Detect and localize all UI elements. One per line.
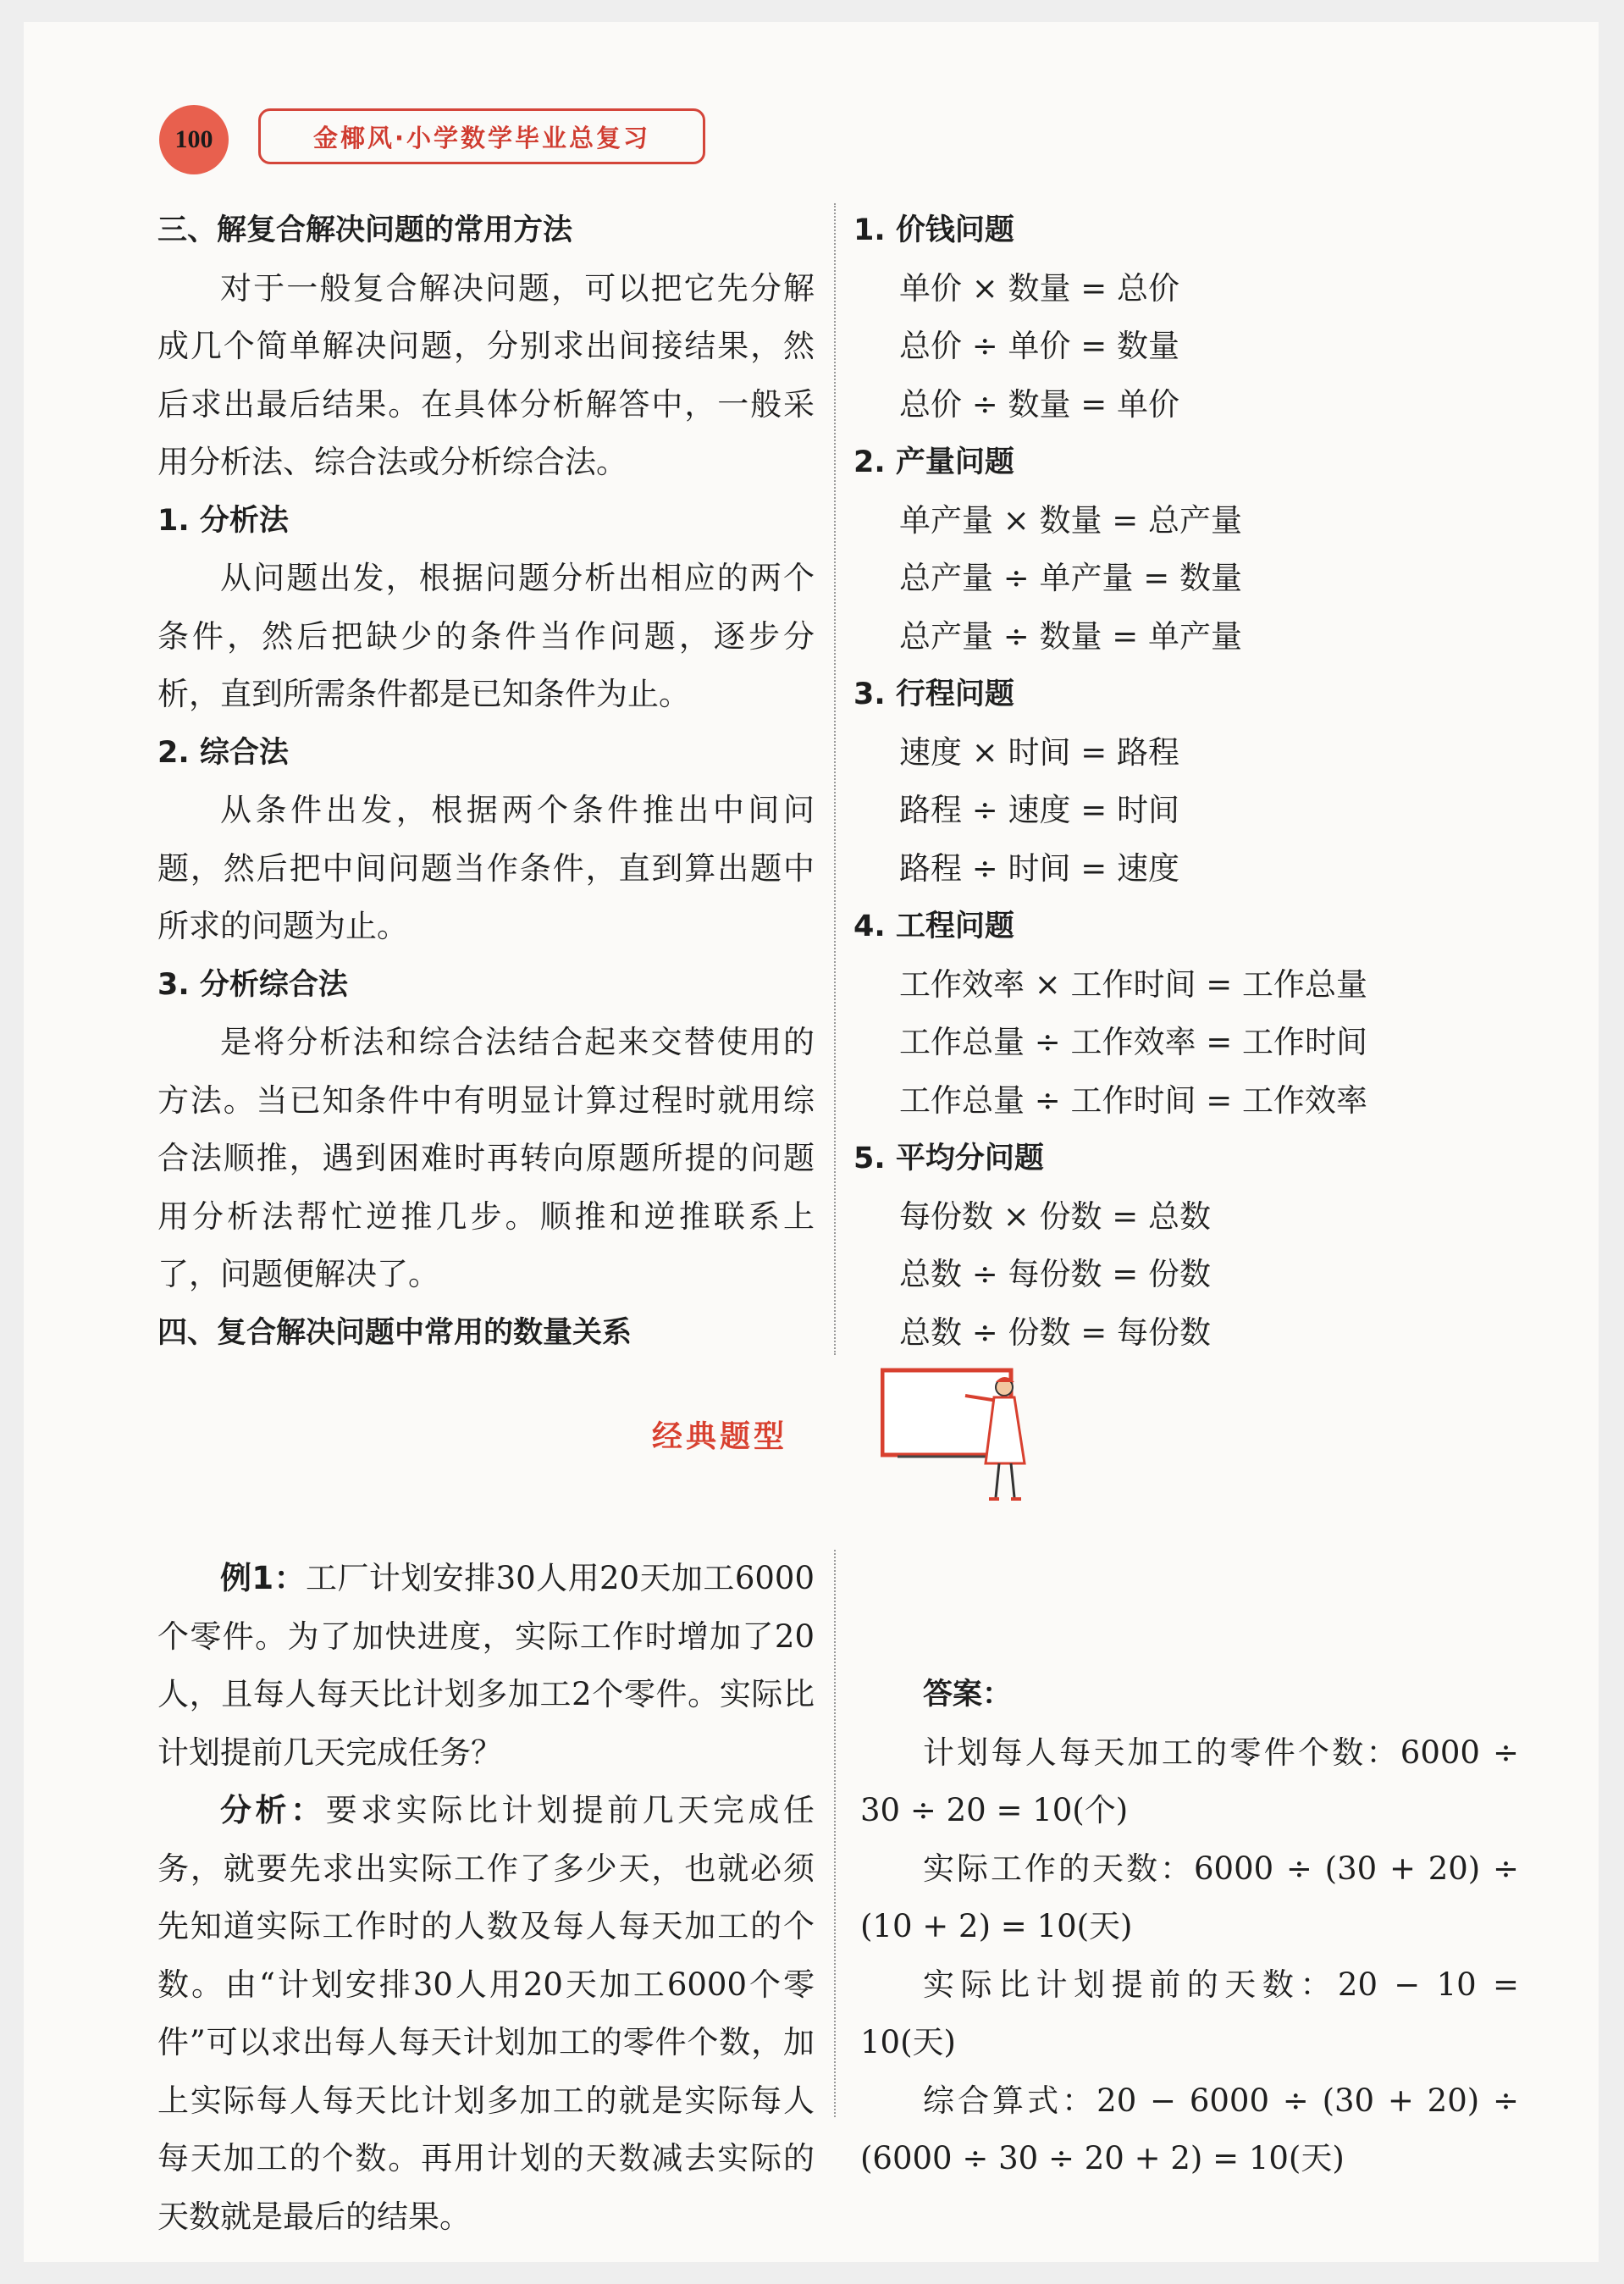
answer-line: 实际工作的天数：6000 ÷ (30 + 20) ÷ (10 + 2) = 10(天) <box>860 1850 1519 1944</box>
answer-label: 答案： <box>923 1678 1013 1712</box>
formula: 总价 ÷ 数量 = 单价 <box>899 385 1180 423</box>
formula: 总价 ÷ 单价 = 数量 <box>899 328 1180 364</box>
book-title: 金椰风·小学数学毕业总复习 <box>258 108 705 164</box>
analysis-label: 分析： <box>220 1792 326 1828</box>
formula: 工作效率 × 工作时间 = 工作总量 <box>899 965 1368 1003</box>
example1-analysis <box>157 1782 815 2246</box>
teacher-illustration <box>881 1362 1050 1514</box>
analysis-continued-spacer <box>860 1550 1519 1666</box>
left-column <box>157 202 815 1362</box>
relation-title: 1. 价钱问题 <box>853 213 1014 247</box>
classic-problems-title: 经典题型 <box>652 1419 788 1454</box>
formula: 总产量 ÷ 数量 = 单产量 <box>899 617 1243 655</box>
relation-title: 2. 产量问题 <box>853 445 1014 479</box>
formula: 速度 × 时间 = 路程 <box>899 733 1180 771</box>
method2-title: 2. 综合法 <box>157 735 289 770</box>
page-number-badge: 100 <box>159 105 229 174</box>
method3-title: 3. 分析综合法 <box>157 967 348 1002</box>
formula: 单产量 × 数量 = 总产量 <box>899 501 1243 539</box>
example1-question-text: 工厂计划安排30人用20天加工6000个零件。为了加快进度，实际工作时增加了20人，且每人每天比计划多加工2个零件。实际比计划提前几天完成任务？ <box>157 1560 815 1771</box>
formula: 工作总量 ÷ 工作时间 = 工作效率 <box>899 1081 1368 1119</box>
relation-title: 4. 工程问题 <box>853 910 1014 943</box>
formula: 单价 × 数量 = 总价 <box>899 269 1180 307</box>
example1-question <box>157 1550 815 1782</box>
example-right-column <box>860 1550 1519 2188</box>
method1-text: 从问题出发，根据问题分析出相应的两个条件，然后把缺少的条件当作问题，逐步分析，直到所需条件都是已知条件为止。 <box>157 560 815 712</box>
formula: 总数 ÷ 份数 = 每份数 <box>899 1313 1212 1351</box>
formula: 总产量 ÷ 单产量 = 数量 <box>899 560 1243 596</box>
relation-title: 3. 行程问题 <box>853 677 1014 711</box>
right-column <box>853 202 1446 1362</box>
method2-text: 从条件出发，根据两个条件推出中间问题，然后把中间问题当作条件，直到算出题中所求的问题为止。 <box>157 792 815 944</box>
answer-line: 综合算式：20 − 6000 ÷ (30 + 20) ÷ (6000 ÷ 30 ÷ 20 + 2) = 10(天) <box>860 2082 1519 2176</box>
formula: 工作总量 ÷ 工作效率 = 工作时间 <box>899 1024 1368 1060</box>
column-divider <box>834 203 836 1355</box>
analysis-text: 要求实际比计划提前几天完成任务，就要先求出实际工作了多少天，也就必须先知道实际工作时的人数及每人每天加工的个数。由“计划安排30人用20天加工6000个零件”可以求出每人每天计划加工的零件个数，加上实际每人每天比计划多加工的就是实际每人每天加工的个数。再用计划的天数减去实际的天数就是最后的结果。 <box>157 1792 815 2235</box>
example-left-column <box>157 1550 815 2246</box>
answer-line: 实际比计划提前的天数：20 − 10 = 10(天) <box>860 1966 1519 2060</box>
section3-intro: 对于一般复合解决问题，可以把它先分解成几个简单解决问题，分别求出间接结果，然后求出最后结果。在具体分析解答中，一般采用分析法、综合法或分析综合法。 <box>157 269 815 480</box>
relation-title: 5. 平均分问题 <box>853 1142 1044 1175</box>
column-divider <box>834 1550 836 2117</box>
example1-label: 例1： <box>220 1560 307 1596</box>
section4-heading: 四、复合解决问题中常用的数量关系 <box>157 1315 632 1350</box>
formula: 每份数 × 份数 = 总数 <box>899 1197 1212 1235</box>
method3-text: 是将分析法和综合法结合起来交替使用的方法。当已知条件中有明显计算过程时就用综合法顺推，遇到困难时再转向原题所提的问题用分析法帮忙逆推几步。顺推和逆推联系上了，问题便解决了。 <box>157 1024 815 1292</box>
section3-heading: 三、解复合解决问题的常用方法 <box>157 213 573 247</box>
answer-line: 计划每人每天加工的零件个数：6000 ÷ 30 ÷ 20 = 10(个) <box>860 1734 1519 1828</box>
formula: 路程 ÷ 速度 = 时间 <box>899 792 1180 828</box>
formula: 总数 ÷ 每份数 = 份数 <box>899 1256 1212 1292</box>
method1-title: 1. 分析法 <box>157 503 289 538</box>
formula: 路程 ÷ 时间 = 速度 <box>899 849 1180 887</box>
